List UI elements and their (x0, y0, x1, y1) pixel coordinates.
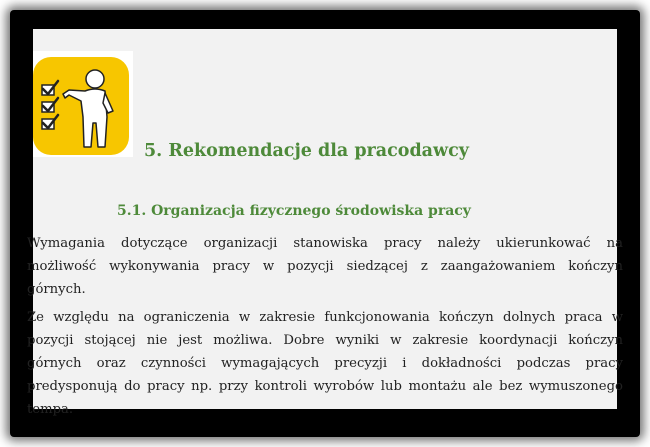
paragraph-line: Ze względu na ograniczenia w zakresie funkcjonowania kończyn dolnych praca w (27, 310, 623, 325)
subsection-heading: 5.1. Organizacja fizycznego środowiska pracy (117, 203, 471, 219)
paragraph-line: pozycji stojącej nie jest możliwa. Dobre wyniki w zakresie koordynacji kończyn (27, 333, 623, 348)
paragraph-line: górnych oraz czynności wymagających precyzji i dokładności podczas pracy (27, 356, 623, 371)
document-page (27, 29, 623, 417)
paragraph-line: predysponują do pracy np. przy kontroli wyrobów lub montażu ale bez wymuszonego (27, 379, 623, 394)
logo (33, 51, 133, 157)
paragraph-2 (27, 306, 623, 421)
paragraph-line: możliwość wykonywania pracy w pozycji siedzącej z zaangażowaniem kończyn (27, 259, 623, 274)
checklist-person-icon (33, 51, 133, 157)
paragraph-line: górnych. (27, 282, 86, 297)
paragraph-1 (27, 232, 623, 301)
paragraph-line: Wymagania dotyczące organizacji stanowiska pracy należy ukierunkować na (27, 236, 623, 251)
paragraph-line: tempa. (27, 402, 74, 417)
section-heading: 5. Rekomendacje dla pracodawcy (144, 141, 469, 161)
